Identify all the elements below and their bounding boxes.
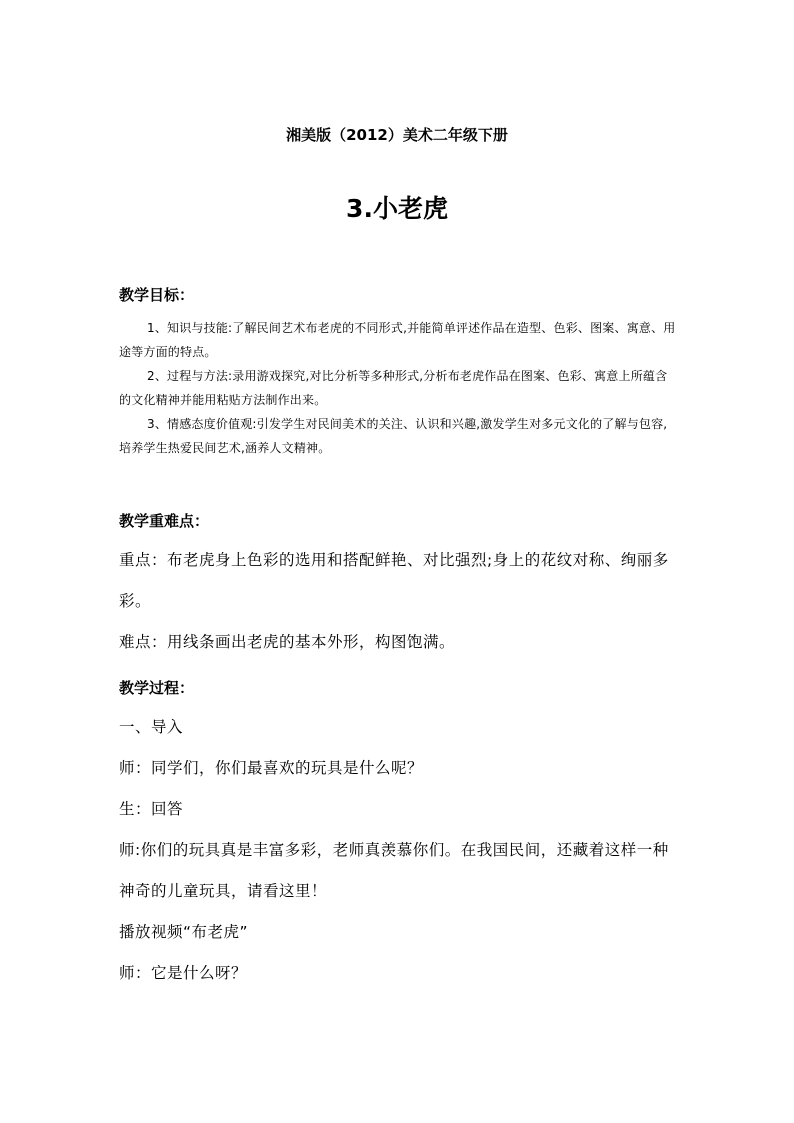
document-subtitle: 湘美版（2012）美术二年级下册 (286, 126, 508, 144)
objective-item-1: 1、知识与技能:了解民间艺术布老虎的不同形式,并能简单评述作品在造型、色彩、图案、寓意、用途等方面的特点。 (119, 321, 676, 359)
objectives-heading: 教学目标： (119, 286, 195, 304)
process-body (119, 707, 681, 994)
process-line-3: 生：回答 (119, 800, 184, 818)
objective-item-2: 2、过程与方法:录用游戏探究,对比分析等多种形式,分析布老虎作品在图案、色彩、寓意上所蕴含的文化精神并能用粘贴方法制作出来。 (119, 369, 668, 407)
lesson-title: 3.小老虎 (346, 194, 448, 223)
difficulties-heading: 教学重难点： (119, 512, 210, 530)
process-line-5: 播放视频“布老虎” (119, 923, 249, 941)
process-line-1: 一、导入 (119, 718, 184, 736)
process-line-6: 师：它是什么呀？ (119, 964, 248, 982)
key-point-text: 重点：布老虎身上色彩的选用和搭配鲜艳、对比强烈;身上的花纹对称、绚丽多彩。 (119, 551, 669, 610)
objectives-list (119, 316, 679, 460)
objective-item-3: 3、情感态度价值观:引发学生对民间美术的关注、认识和兴趣,激发学生对多元文化的了解与包容,培养学生热爱民间艺术,涵养人文精神。 (119, 417, 668, 455)
difficulties-body (119, 540, 681, 663)
difficult-point-text: 难点：用线条画出老虎的基本外形，构图饱满。 (119, 633, 456, 651)
process-line-4: 师:你们的玩具真是丰富多彩，老师真羡慕你们。在我国民间，还藏着这样一种神奇的儿童玩具，请看这里！ (119, 841, 669, 900)
process-heading: 教学过程： (119, 679, 195, 697)
process-line-2: 师：同学们，你们最喜欢的玩具是什么呢？ (119, 759, 424, 777)
